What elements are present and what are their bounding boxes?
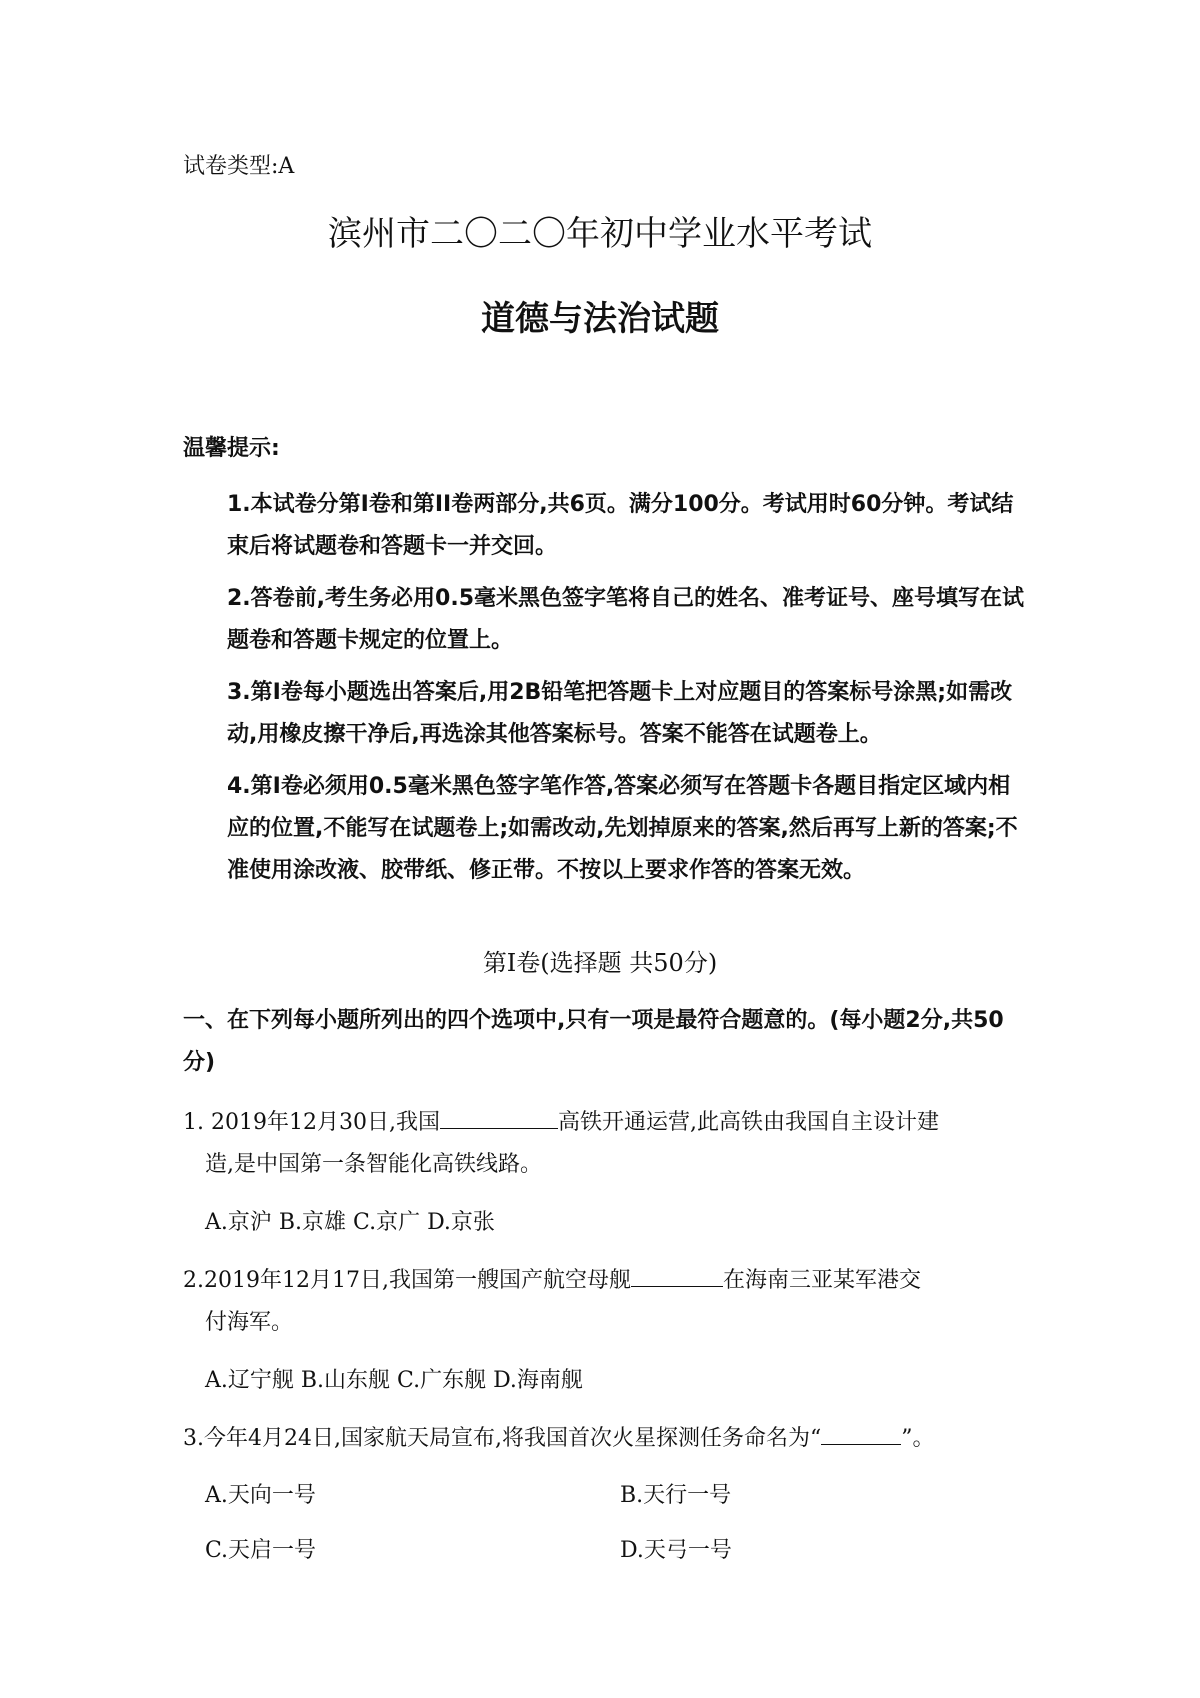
question-1-options: A.京沪 B.京雄 C.京广 D.京张 bbox=[205, 1210, 495, 1235]
question-2-line1 bbox=[183, 1262, 921, 1298]
notice-item-3 bbox=[183, 672, 1028, 756]
notice-item-4 bbox=[183, 766, 1028, 892]
section-instruction bbox=[183, 1000, 1028, 1084]
question-2-options: A.辽宁舰 B.山东舰 C.广东舰 D.海南舰 bbox=[205, 1368, 583, 1393]
question-3-stem-end: ”。 bbox=[901, 1426, 935, 1451]
question-3-blank bbox=[821, 1420, 901, 1445]
question-1-blank bbox=[440, 1104, 558, 1129]
question-3-stem-start: 3.今年4月24日,国家航天局宣布,将我国首次火星探测任务命名为“ bbox=[183, 1426, 822, 1451]
question-1-stem-end: 高铁开通运营,此高铁由我国自主设计建 bbox=[557, 1110, 939, 1135]
notice-item-1-text: 1.本试卷分第I卷和第II卷两部分,共6页。满分100分。考试用时60分钟。考试结束后将试题卷和答题卡一并交回。 bbox=[227, 492, 1014, 559]
subject-title: 道德与法治试题 bbox=[481, 299, 719, 339]
notice-heading: 温馨提示: bbox=[183, 436, 280, 461]
section-instruction-text: 一、在下列每小题所列出的四个选项中,只有一项是最符合题意的。(每小题2分,共50分) bbox=[183, 1008, 1004, 1075]
question-2-blank bbox=[631, 1262, 723, 1287]
notice-item-2 bbox=[183, 578, 1028, 662]
question-1-line2: 造,是中国第一条智能化高铁线路。 bbox=[205, 1152, 542, 1177]
notice-item-4-text: 4.第I卷必须用0.5毫米黑色签字笔作答,答案必须写在答题卡各题目指定区域内相应的位置,不能写在试题卷上;如需改动,先划掉原来的答案,然后再写上新的答案;不准使用涂改液、胶带纸、修正带。不按以上要求作答的答案无效。 bbox=[227, 774, 1018, 883]
question-3-option-d: D.天弓一号 bbox=[620, 1538, 732, 1563]
section-title: 第I卷(选择题 共50分) bbox=[482, 949, 718, 977]
question-3-line1 bbox=[183, 1420, 934, 1456]
notice-item-1 bbox=[183, 484, 1028, 568]
question-2-stem-end: 在海南三亚某军港交 bbox=[722, 1268, 921, 1293]
exam-title: 滨州市二〇二〇年初中学业水平考试 bbox=[328, 214, 872, 254]
question-3-option-b: B.天行一号 bbox=[620, 1483, 732, 1508]
question-1-stem-start: 1. 2019年12月30日,我国 bbox=[183, 1110, 440, 1135]
notice-item-2-text: 2.答卷前,考生务必用0.5毫米黑色签字笔将自己的姓名、准考证号、座号填写在试题卷和答题卡规定的位置上。 bbox=[227, 586, 1024, 653]
question-3-option-c: C.天启一号 bbox=[205, 1538, 317, 1563]
notice-item-3-text: 3.第I卷每小题选出答案后,用2B铅笔把答题卡上对应题目的答案标号涂黑;如需改动,用橡皮擦干净后,再选涂其他答案标号。答案不能答在试题卷上。 bbox=[227, 680, 1013, 747]
question-2-stem-start: 2.2019年12月17日,我国第一艘国产航空母舰 bbox=[183, 1268, 631, 1293]
question-2-line2: 付海军。 bbox=[205, 1310, 294, 1335]
question-3-option-a: A.天向一号 bbox=[205, 1483, 316, 1508]
paper-type: 试卷类型:A bbox=[183, 154, 295, 179]
question-1-line1 bbox=[183, 1104, 939, 1140]
